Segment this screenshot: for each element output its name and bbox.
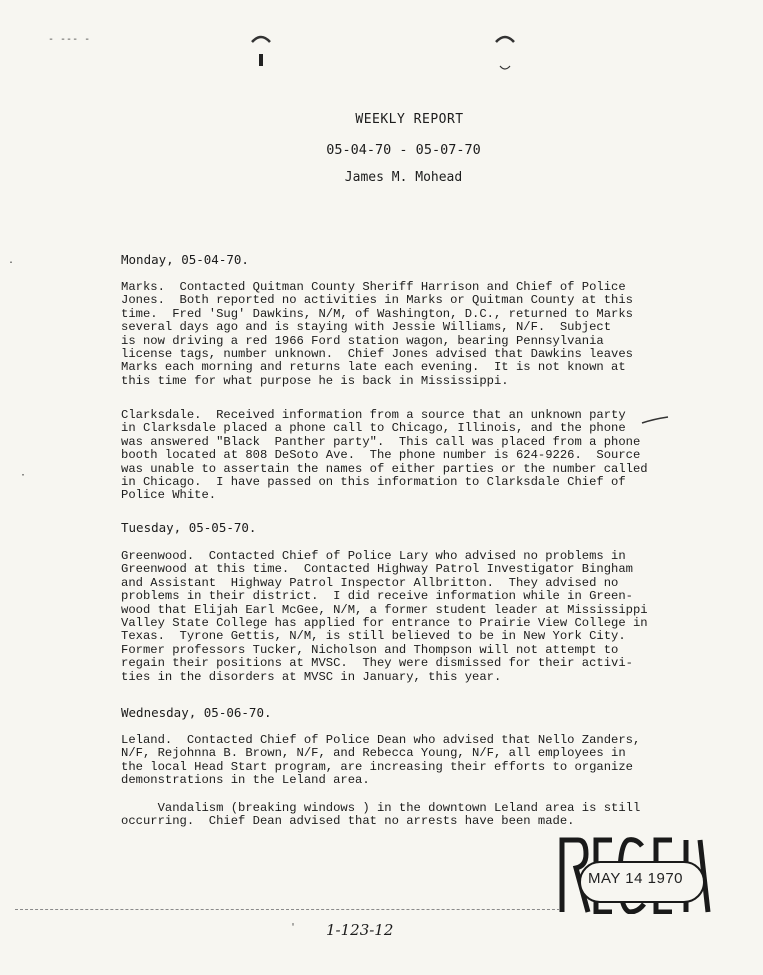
day-heading: Monday, 05-04-70. bbox=[121, 252, 249, 267]
report-title: WEEKLY REPORT bbox=[355, 112, 464, 127]
report-author: James M. Mohead bbox=[344, 170, 463, 185]
punch-hole-left bbox=[250, 32, 272, 72]
file-number: 1-123-12 bbox=[326, 921, 394, 939]
paragraph-greenwood: Greenwood. Contacted Chief of Police Lary who advised no problems in Greenwood at this time. Contacted Highway Patrol Investigator Bingham and Assistant Highway Patrol Inspector Allbritton. They advised no problems in their district. I did receive information while in Green- wood that Elijah Earl McGee, N/M, a former student leader at Mississippi Valley State College has applied for entrance to Prairie View College in Texas. Tyrone Gettis, N/M, is still believed to be in New York City. Former professors Tucker, Nicholson and Thompson will not attempt to regain their positions at MVSC. They were dismissed for their activi- ties in the disorders at MVSC in January, this year. bbox=[121, 549, 648, 684]
margin-speck: · bbox=[20, 470, 27, 481]
paragraph-leland: Leland. Contacted Chief of Police Dean who advised that Nello Zanders, N/F, Rejohnna B. Brown, N/F, and Rebecca Young, N/F, all employees in the local Head Start program, are increasing their efforts to organize demonstrations in the Leland area. bbox=[121, 733, 641, 788]
day-heading: Tuesday, 05-05-70. bbox=[121, 520, 257, 535]
margin-speck: - --- - bbox=[48, 34, 91, 45]
bottom-divider bbox=[15, 909, 560, 910]
margin-speck: . bbox=[8, 255, 15, 266]
punch-hole-right bbox=[494, 32, 516, 72]
day-heading: Wednesday, 05-06-70. bbox=[121, 705, 272, 720]
margin-speck: ' bbox=[290, 922, 297, 933]
received-stamp-date: MAY 14 1970 bbox=[588, 870, 684, 887]
report-dates: 05-04-70 - 05-07-70 bbox=[326, 142, 481, 158]
handwritten-check-mark bbox=[640, 415, 670, 429]
paragraph-vandalism: Vandalism (breaking windows ) in the downtown Leland area is still occurring. Chief Dean advised that no arrests have been made. bbox=[121, 801, 641, 829]
paragraph-marks: Marks. Contacted Quitman County Sheriff Harrison and Chief of Police Jones. Both reported no activities in Marks or Quitman County at this time. Fred 'Sug' Dawkins, N/M, of Washington, D.C., returned to Marks several days ago and is staying with Jessie Williams, N/F. Subject is now driving a red 1966 Ford station wagon, bearing Pennsylvania license tags, number unknown. Chief Jones advised that Dawkins leaves Marks each morning and returns late each evening. It is not known at this time for what purpose he is back in Mississippi. bbox=[121, 280, 633, 388]
paragraph-clarksdale: Clarksdale. Received information from a source that an unknown party in Clarksdale placed a phone call to Chicago, Illinois, and the phone was answered "Black Panther party". This call was placed from a phone booth located at 808 DeSoto Ave. The phone number is 624-9226. Source was unable to assertain the names of either parties or the number called in Chicago. I have passed on this information to Clarksdale Chief of Police White. bbox=[121, 408, 648, 503]
